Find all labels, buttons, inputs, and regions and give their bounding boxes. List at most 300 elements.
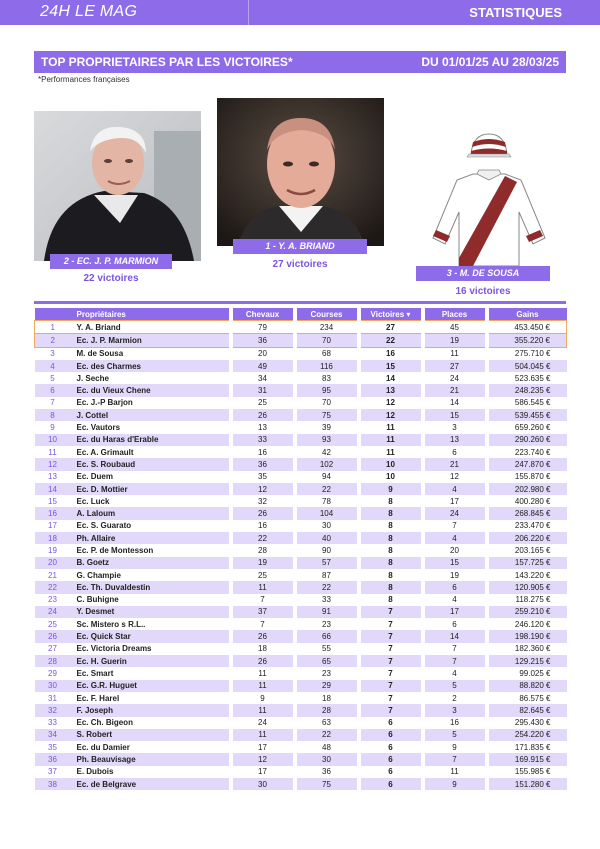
horses-cell: 19 [233,557,293,569]
owner-name-cell: Ec. J.-P Barjon [71,397,229,409]
horses-cell: 34 [233,372,293,384]
places-cell: 24 [425,372,485,384]
places-cell: 20 [425,544,485,556]
victories-cell: 6 [361,717,421,729]
table-row [35,434,567,446]
table-row [35,667,567,679]
places-cell: 45 [425,321,485,334]
horses-cell: 49 [233,360,293,372]
owner-name-cell: Ec. de Belgrave [71,778,229,790]
races-cell: 28 [297,704,357,716]
races-cell: 33 [297,594,357,606]
places-cell: 12 [425,471,485,483]
owner-name-cell: Ec. Vautors [71,421,229,433]
table-row [35,753,567,765]
earnings-cell: 157.725 € [489,557,567,569]
table-row [35,507,567,519]
rank-cell: 25 [35,618,71,630]
rank-cell: 29 [35,667,71,679]
victories-cell: 6 [361,753,421,765]
owner-name-cell: Ec. Th. Duvaldestin [71,581,229,593]
caption-third-place: 3 - M. DE SOUSA [416,266,550,281]
table-row [35,717,567,729]
rank-cell: 6 [35,384,71,396]
victories-cell: 8 [361,557,421,569]
places-cell: 19 [425,334,485,347]
earnings-cell: 86.575 € [489,692,567,704]
table-row [35,384,567,396]
caption-first-place: 1 - Y. A. BRIAND [233,239,367,254]
victories-cell: 15 [361,360,421,372]
table-row [35,692,567,704]
horses-cell: 11 [233,667,293,679]
owner-name-cell: Ec. Victoria Dreams [71,643,229,655]
rank-cell: 23 [35,594,71,606]
places-cell: 5 [425,729,485,741]
places-cell: 7 [425,643,485,655]
victories-cell: 11 [361,421,421,433]
owner-name-cell: Y. Desmet [71,606,229,618]
horses-cell: 11 [233,704,293,716]
owner-name-cell: Ec. F. Harel [71,692,229,704]
earnings-cell: 206.220 € [489,532,567,544]
owner-name-cell: Ec. J. P. Marmion [71,334,229,347]
table-row [35,483,567,495]
races-cell: 95 [297,384,357,396]
rank-cell: 28 [35,655,71,667]
places-cell: 14 [425,397,485,409]
owner-name-cell: Ec. S. Roubaud [71,458,229,470]
rank-cell: 13 [35,471,71,483]
silk-third-place [425,130,551,270]
races-cell: 36 [297,766,357,778]
victories-second-place: 22 victoires [83,273,139,284]
owner-name-cell: Ec. Ch. Bigeon [71,717,229,729]
rank-cell: 24 [35,606,71,618]
photo-first-place [217,98,384,246]
races-cell: 66 [297,630,357,642]
table-row [35,643,567,655]
victories-cell: 9 [361,483,421,495]
places-cell: 16 [425,717,485,729]
victories-cell: 8 [361,507,421,519]
footnote: *Performances françaises [38,75,130,84]
horses-cell: 26 [233,507,293,519]
victories-cell: 7 [361,618,421,630]
column-header-victories[interactable]: Victoires ▾ [361,308,421,321]
owner-name-cell: F. Joseph [71,704,229,716]
places-cell: 6 [425,618,485,630]
rank-cell: 34 [35,729,71,741]
races-cell: 18 [297,692,357,704]
table-row [35,741,567,753]
races-cell: 94 [297,471,357,483]
horses-cell: 16 [233,446,293,458]
places-cell: 17 [425,606,485,618]
horses-cell: 37 [233,606,293,618]
victories-cell: 11 [361,446,421,458]
top-bar [0,0,600,25]
table-row [35,532,567,544]
table-row [35,360,567,372]
horses-cell: 79 [233,321,293,334]
horses-cell: 12 [233,483,293,495]
horses-cell: 32 [233,495,293,507]
victories-third-place: 16 victoires [455,286,511,297]
photo-second-place [34,111,201,261]
victories-cell: 8 [361,544,421,556]
races-cell: 23 [297,618,357,630]
rank-cell: 15 [35,495,71,507]
table-row [35,594,567,606]
table-row [35,347,567,360]
earnings-cell: 120.905 € [489,581,567,593]
column-header-earnings[interactable]: Gains [489,308,567,321]
earnings-cell: 202.980 € [489,483,567,495]
table-row [35,446,567,458]
horses-cell: 17 [233,741,293,753]
rank-cell: 26 [35,630,71,642]
victories-cell: 6 [361,741,421,753]
owner-name-cell: Ec. du Damier [71,741,229,753]
places-cell: 24 [425,507,485,519]
races-cell: 90 [297,544,357,556]
earnings-cell: 223.740 € [489,446,567,458]
horses-cell: 11 [233,680,293,692]
victories-cell: 7 [361,606,421,618]
horses-cell: 11 [233,729,293,741]
races-cell: 70 [297,397,357,409]
earnings-cell: 295.430 € [489,717,567,729]
earnings-cell: 586.545 € [489,397,567,409]
victories-cell: 8 [361,532,421,544]
earnings-cell: 275.710 € [489,347,567,360]
owner-name-cell: Ec. G.R. Huguet [71,680,229,692]
races-cell: 23 [297,667,357,679]
victories-cell: 10 [361,458,421,470]
column-header-places[interactable]: Places [425,308,485,321]
owner-name-cell: M. de Sousa [71,347,229,360]
table-row [35,630,567,642]
earnings-cell: 129.215 € [489,655,567,667]
earnings-cell: 151.280 € [489,778,567,790]
victories-cell: 7 [361,667,421,679]
horses-cell: 12 [233,753,293,765]
rank-cell: 7 [35,397,71,409]
earnings-cell: 155.985 € [489,766,567,778]
victories-cell: 7 [361,630,421,642]
rank-cell: 37 [35,766,71,778]
horses-cell: 35 [233,471,293,483]
victories-cell: 6 [361,778,421,790]
races-cell: 75 [297,409,357,421]
victories-cell: 22 [361,334,421,347]
races-cell: 22 [297,483,357,495]
victories-cell: 10 [361,471,421,483]
places-cell: 11 [425,347,485,360]
table-row [35,397,567,409]
races-cell: 75 [297,778,357,790]
horses-cell: 28 [233,544,293,556]
ranking-banner [34,51,566,73]
table-row [35,569,567,581]
rank-cell: 10 [35,434,71,446]
earnings-cell: 99.025 € [489,667,567,679]
rank-cell: 2 [35,334,71,347]
victories-first-place: 27 victoires [272,259,328,270]
horses-cell: 26 [233,409,293,421]
magazine-title: 24H LE MAG [40,3,138,20]
owner-name-cell: Ec. des Charmes [71,360,229,372]
portrait-image [217,98,384,246]
earnings-cell: 539.455 € [489,409,567,421]
banner-title: TOP PROPRIETAIRES PAR LES VICTOIRES* [41,55,293,69]
table-row [35,372,567,384]
table-row [35,321,567,334]
rank-cell: 9 [35,421,71,433]
table-row [35,729,567,741]
horses-cell: 17 [233,766,293,778]
table-row [35,704,567,716]
horses-cell: 13 [233,421,293,433]
races-cell: 42 [297,446,357,458]
rank-cell: 21 [35,569,71,581]
table-row [35,421,567,433]
owner-name-cell: E. Dubois [71,766,229,778]
jockey-silk-image [425,130,551,270]
places-cell: 11 [425,766,485,778]
horses-cell: 24 [233,717,293,729]
places-cell: 7 [425,655,485,667]
owner-name-cell: Ec. Quick Star [71,630,229,642]
table-row [35,409,567,421]
races-cell: 48 [297,741,357,753]
horses-cell: 7 [233,594,293,606]
owner-name-cell: J. Seche [71,372,229,384]
earnings-cell: 118.275 € [489,594,567,606]
owner-name-cell: C. Buhigne [71,594,229,606]
races-cell: 234 [297,321,357,334]
earnings-cell: 155.870 € [489,471,567,483]
earnings-cell: 400.280 € [489,495,567,507]
places-cell: 9 [425,741,485,753]
owner-name-cell: S. Robert [71,729,229,741]
earnings-cell: 259.210 € [489,606,567,618]
owner-name-cell: Ec. A. Grimault [71,446,229,458]
races-cell: 65 [297,655,357,667]
owner-name-cell: Ec. S. Guarato [71,520,229,532]
races-cell: 68 [297,347,357,360]
earnings-cell: 523.635 € [489,372,567,384]
horses-cell: 7 [233,618,293,630]
earnings-cell: 182.360 € [489,643,567,655]
places-cell: 21 [425,384,485,396]
races-cell: 104 [297,507,357,519]
earnings-cell: 233.470 € [489,520,567,532]
rank-cell: 22 [35,581,71,593]
victories-cell: 8 [361,495,421,507]
horses-cell: 9 [233,692,293,704]
victories-cell: 16 [361,347,421,360]
owner-name-cell: Ec. D. Mottier [71,483,229,495]
column-header-races[interactable]: Courses [297,308,357,321]
table-row [35,495,567,507]
owner-name-cell: Ec. du Vieux Chene [71,384,229,396]
rank-cell: 18 [35,532,71,544]
owner-name-cell: A. Laloum [71,507,229,519]
rank-cell: 14 [35,483,71,495]
earnings-cell: 198.190 € [489,630,567,642]
earnings-cell: 453.450 € [489,321,567,334]
header-divider [248,0,249,25]
places-cell: 4 [425,594,485,606]
owner-name-cell: Ec. Luck [71,495,229,507]
horses-cell: 25 [233,569,293,581]
victories-cell: 7 [361,655,421,667]
victories-cell: 7 [361,680,421,692]
rank-cell: 19 [35,544,71,556]
earnings-cell: 143.220 € [489,569,567,581]
places-cell: 6 [425,581,485,593]
races-cell: 30 [297,520,357,532]
table-row [35,655,567,667]
victories-cell: 7 [361,643,421,655]
table-top-rule [34,301,566,304]
earnings-cell: 659.260 € [489,421,567,433]
earnings-cell: 504.045 € [489,360,567,372]
races-cell: 30 [297,753,357,765]
places-cell: 4 [425,667,485,679]
races-cell: 87 [297,569,357,581]
horses-cell: 22 [233,532,293,544]
table-row [35,766,567,778]
owner-name-cell: Ec. Duem [71,471,229,483]
horses-cell: 31 [233,384,293,396]
owner-name-cell: Ec. P. de Montesson [71,544,229,556]
victories-cell: 13 [361,384,421,396]
owner-name-cell: B. Goetz [71,557,229,569]
rank-cell: 36 [35,753,71,765]
victories-cell: 8 [361,581,421,593]
places-cell: 9 [425,778,485,790]
rank-cell: 33 [35,717,71,729]
table-row [35,520,567,532]
earnings-cell: 355.220 € [489,334,567,347]
horses-cell: 26 [233,655,293,667]
races-cell: 63 [297,717,357,729]
horses-cell: 36 [233,458,293,470]
rank-cell: 32 [35,704,71,716]
victories-cell: 6 [361,729,421,741]
victories-cell: 6 [361,766,421,778]
owner-name-cell: Ph. Allaire [71,532,229,544]
horses-cell: 30 [233,778,293,790]
rank-cell: 8 [35,409,71,421]
races-cell: 93 [297,434,357,446]
horses-cell: 11 [233,581,293,593]
horses-cell: 33 [233,434,293,446]
victories-cell: 12 [361,397,421,409]
rank-cell: 17 [35,520,71,532]
places-cell: 7 [425,520,485,532]
places-cell: 21 [425,458,485,470]
races-cell: 29 [297,680,357,692]
victories-cell: 27 [361,321,421,334]
table-row [35,606,567,618]
earnings-cell: 82.645 € [489,704,567,716]
owner-name-cell: J. Cottel [71,409,229,421]
owner-name-cell: Y. A. Briand [71,321,229,334]
races-cell: 78 [297,495,357,507]
owners-ranking-table [34,308,567,790]
horses-cell: 36 [233,334,293,347]
column-header-owners[interactable]: Propriétaires [71,308,229,321]
earnings-cell: 169.915 € [489,753,567,765]
horses-cell: 18 [233,643,293,655]
places-cell: 7 [425,753,485,765]
owner-name-cell: Ec. Smart [71,667,229,679]
races-cell: 57 [297,557,357,569]
table-row [35,680,567,692]
rank-cell: 4 [35,360,71,372]
banner-period: DU 01/01/25 AU 28/03/25 [421,55,559,69]
victories-cell: 12 [361,409,421,421]
table-row [35,458,567,470]
victories-cell: 7 [361,704,421,716]
races-cell: 22 [297,729,357,741]
places-cell: 15 [425,557,485,569]
places-cell: 4 [425,483,485,495]
horses-cell: 26 [233,630,293,642]
races-cell: 102 [297,458,357,470]
owner-name-cell: Sc. Mistero s R.L.. [71,618,229,630]
earnings-cell: 203.165 € [489,544,567,556]
rank-cell: 30 [35,680,71,692]
column-header-horses[interactable]: Chevaux [233,308,293,321]
victories-cell: 8 [361,520,421,532]
victories-cell: 11 [361,434,421,446]
table-row [35,618,567,630]
rank-cell: 3 [35,347,71,360]
table-row [35,778,567,790]
rank-cell: 16 [35,507,71,519]
owner-name-cell: Ec. du Haras d'Erable [71,434,229,446]
earnings-cell: 171.835 € [489,741,567,753]
rank-cell: 20 [35,557,71,569]
horses-cell: 20 [233,347,293,360]
places-cell: 27 [425,360,485,372]
table-body [35,321,567,791]
races-cell: 116 [297,360,357,372]
horses-cell: 25 [233,397,293,409]
places-cell: 13 [425,434,485,446]
earnings-cell: 254.220 € [489,729,567,741]
places-cell: 2 [425,692,485,704]
portrait-image [34,111,201,261]
places-cell: 19 [425,569,485,581]
races-cell: 40 [297,532,357,544]
horses-cell: 16 [233,520,293,532]
rank-cell: 1 [35,321,71,334]
rank-cell: 38 [35,778,71,790]
owner-name-cell: G. Champie [71,569,229,581]
places-cell: 6 [425,446,485,458]
victories-cell: 8 [361,594,421,606]
rank-cell: 27 [35,643,71,655]
caption-second-place: 2 - EC. J. P. MARMION [50,254,172,269]
places-cell: 5 [425,680,485,692]
table-row [35,471,567,483]
